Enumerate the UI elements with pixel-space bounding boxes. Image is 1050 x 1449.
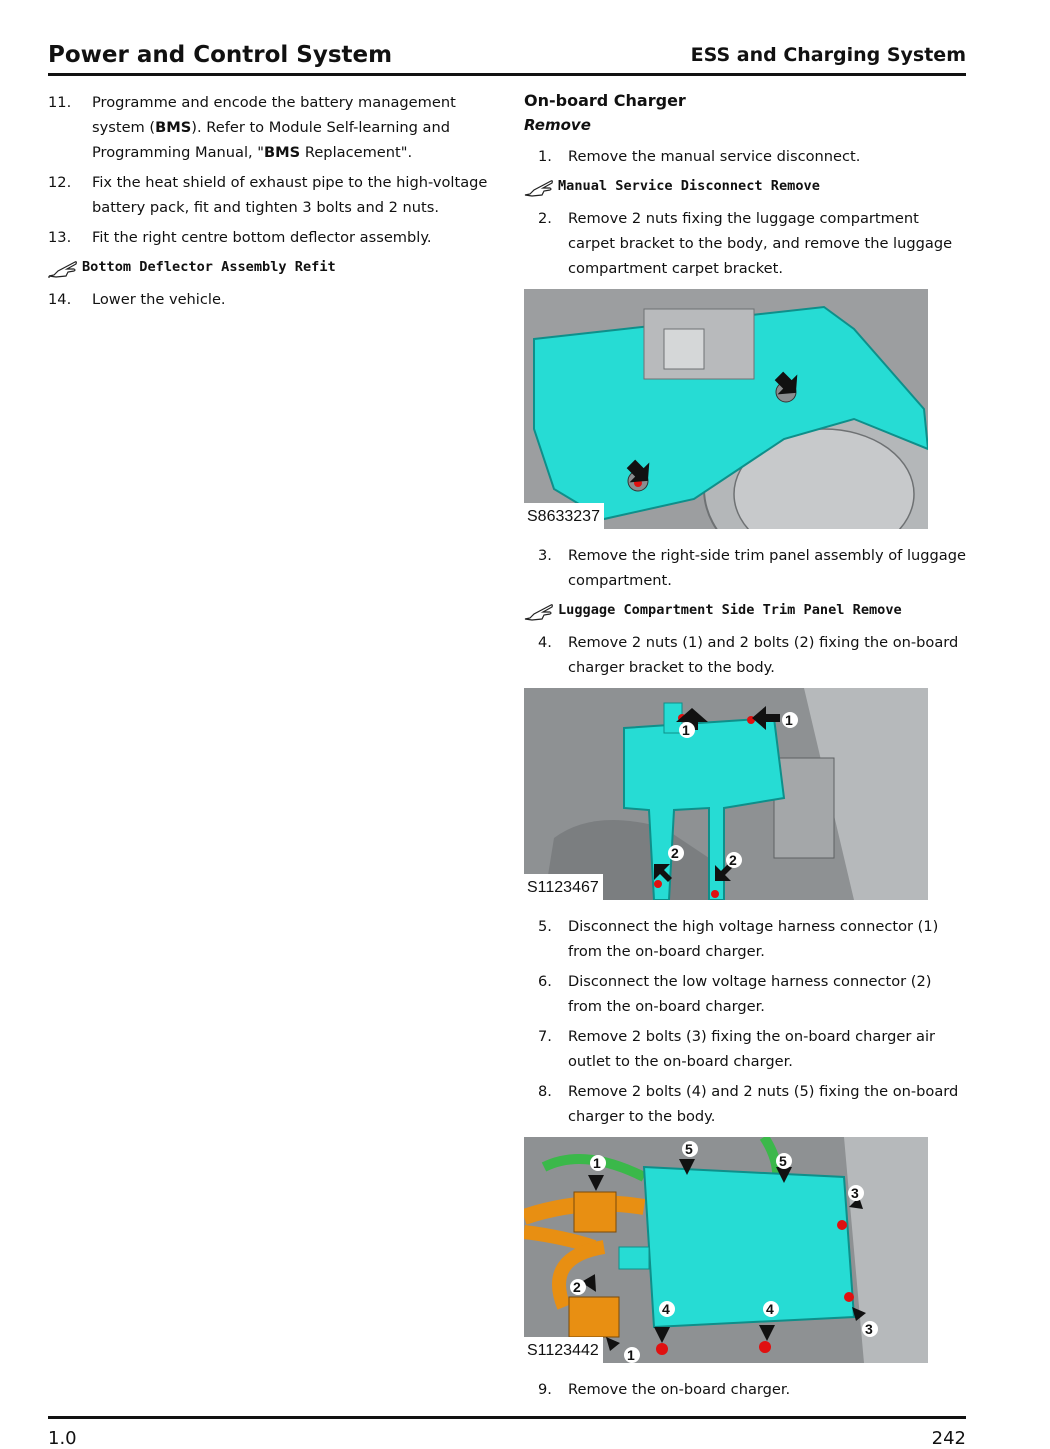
left-column: [48, 90, 488, 317]
step-8: [524, 1079, 970, 1129]
procedure-title: On-board Charger: [524, 91, 686, 110]
page-number: 242: [931, 1428, 966, 1449]
reference-text: Bottom Deflector Assembly Refit: [82, 259, 336, 275]
figure-charger-bracket: [524, 688, 928, 900]
right-column: [524, 90, 970, 1407]
step-6: [524, 969, 970, 1019]
step-text: Fit the right centre bottom deflector assembly.: [92, 229, 432, 246]
step-text: Lower the vehicle.: [92, 291, 226, 308]
step-text: Remove 2 nuts fixing the luggage compartment carpet bracket to the body, and remove the luggage compartment carpet bracket.: [568, 210, 953, 277]
step-text: Remove 2 nuts (1) and 2 bolts (2) fixing the on-board charger bracket to the body.: [568, 634, 959, 676]
step-13: [48, 225, 488, 250]
figure-label: S1123442: [524, 1337, 603, 1363]
reference-hand-icon: [48, 257, 80, 279]
callout: 1: [627, 1347, 635, 1363]
callout: 5: [685, 1141, 693, 1157]
step-number: 7.: [538, 1028, 552, 1045]
step-14: [48, 287, 488, 312]
step-number: 5.: [538, 918, 552, 935]
step-1: [524, 144, 970, 169]
reference-link-side-trim-panel[interactable]: [524, 598, 970, 623]
step-number: 8.: [538, 1083, 552, 1100]
figure-label: S1123467: [524, 874, 603, 900]
step-number: 1.: [538, 148, 552, 165]
callout: 1: [785, 712, 793, 728]
reference-link-manual-service-disconnect[interactable]: [524, 174, 970, 199]
step-11: [48, 90, 488, 165]
reference-link-bottom-deflector[interactable]: [48, 255, 488, 280]
step-text: Remove the on-board charger.: [568, 1381, 791, 1398]
step-text: Remove the manual service disconnect.: [568, 148, 861, 165]
callout: 1: [593, 1155, 601, 1171]
step-4: [524, 630, 970, 680]
callout: 5: [779, 1153, 787, 1169]
step-number: 14.: [48, 291, 72, 308]
step-3: [524, 543, 970, 593]
step-number: 11.: [48, 94, 72, 111]
callout: 3: [851, 1185, 859, 1201]
step-number: 6.: [538, 973, 552, 990]
callout: 3: [865, 1321, 873, 1337]
step-text: Remove 2 bolts (3) fixing the on-board charger air outlet to the on-board charger.: [568, 1028, 935, 1070]
step-text: Disconnect the low voltage harness connector (2) from the on-board charger.: [568, 973, 932, 1015]
step-number: 9.: [538, 1381, 552, 1398]
figure-illustration: [524, 1137, 928, 1363]
document-version: 1.0: [48, 1428, 77, 1449]
footer-rule: [48, 1416, 966, 1419]
figure-label: S8633237: [524, 503, 604, 529]
step-2: [524, 206, 970, 281]
step-text: Remove 2 bolts (4) and 2 nuts (5) fixing the on-board charger to the body.: [568, 1083, 959, 1125]
callout: 2: [573, 1279, 581, 1295]
header-rule: [48, 73, 966, 76]
page-title: Power and Control System: [48, 42, 393, 68]
step-12: [48, 170, 488, 220]
reference-hand-icon: [524, 600, 556, 622]
callout: 2: [729, 852, 737, 868]
step-text: Remove the right-side trim panel assembly of luggage compartment.: [568, 547, 966, 589]
procedure-subtitle: Remove: [524, 116, 591, 134]
figure-carpet-bracket: [524, 289, 928, 529]
step-text: Programme and encode the battery management system (BMS). Refer to Module Self-learning and Programming Manual, "BMS Replacement".: [92, 94, 456, 161]
reference-hand-icon: [524, 176, 556, 198]
step-text: Disconnect the high voltage harness connector (1) from the on-board charger.: [568, 918, 939, 960]
step-9: [524, 1377, 970, 1402]
step-number: 12.: [48, 174, 72, 191]
callout: 2: [671, 845, 679, 861]
figure-onboard-charger: [524, 1137, 928, 1363]
step-5: [524, 914, 970, 964]
callout: 4: [766, 1301, 774, 1317]
step-number: 13.: [48, 229, 72, 246]
callout: 1: [682, 722, 690, 738]
figure-illustration: [524, 289, 928, 529]
section-title: ESS and Charging System: [690, 44, 966, 66]
reference-text: Manual Service Disconnect Remove: [558, 178, 820, 194]
step-7: [524, 1024, 970, 1074]
figure-illustration: [524, 688, 928, 900]
callout: 4: [662, 1301, 670, 1317]
step-text: Fix the heat shield of exhaust pipe to the high-voltage battery pack, fit and tighten 3 bolts and 2 nuts.: [92, 174, 488, 216]
step-number: 2.: [538, 210, 552, 227]
step-number: 4.: [538, 634, 552, 651]
step-number: 3.: [538, 547, 552, 564]
reference-text: Luggage Compartment Side Trim Panel Remove: [558, 602, 902, 618]
